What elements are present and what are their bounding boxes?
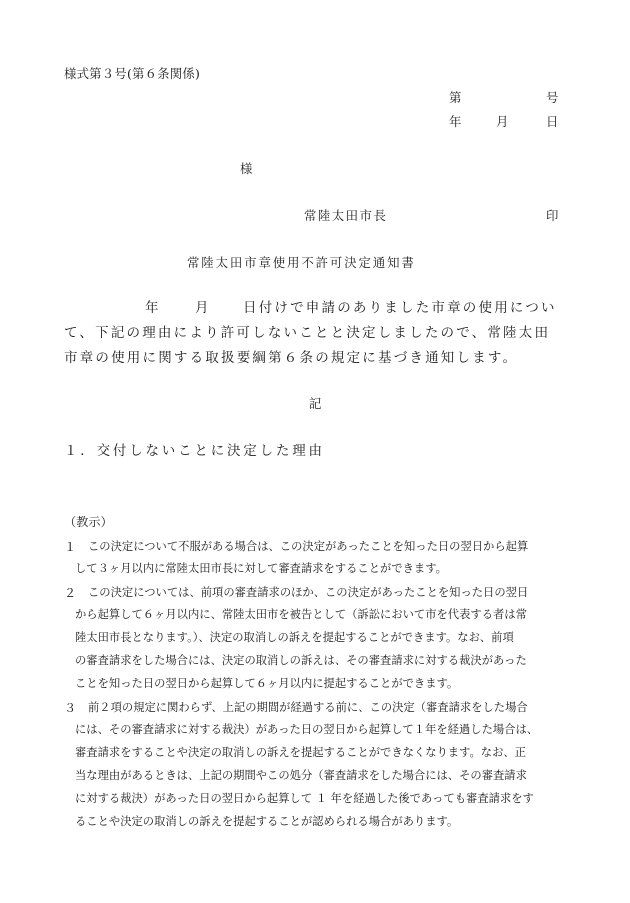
seal-mark: 印	[546, 208, 559, 223]
notice-item-2-line-4: の審査請求をした場合には、決定の取消しの訴えは、その審査請求に対する裁決があった	[75, 654, 527, 667]
notice-item-1-number: １	[64, 540, 77, 554]
notice-item-2-line-1: この決定については、前項の審査請求のほか、この決定があったことを知った日の翌日	[88, 586, 529, 599]
reason-heading: １．交付しないことに決定した理由	[64, 443, 325, 459]
notice-item-2-number: ２	[64, 586, 77, 600]
number-prefix: 第	[449, 90, 462, 105]
body-month: 月	[195, 300, 211, 316]
ki-mark: 記	[309, 396, 322, 411]
document-title: 常陸太田市章使用不許可決定通知書	[187, 255, 416, 270]
date-month: 月	[496, 114, 509, 129]
notice-item-3-number: ３	[64, 701, 77, 715]
body-line-2: て、下記の理由により許可しないことと決定しましたので、常陸太田	[64, 325, 551, 341]
date-day: 日	[546, 114, 559, 129]
notice-item-3-line-5: に対する裁決）があった日の翌日から起算して １ 年を経過した後であっても審査請求をす	[75, 792, 534, 805]
body-line-3: 市章の使用に関する取扱要綱第６条の規定に基づき通知します。	[64, 350, 519, 366]
notice-heading: （教示）	[64, 515, 113, 529]
notice-item-3-line-3: 審査請求をすることや決定の取消しの訴えを提起することができなくなります。なお、正	[75, 746, 526, 759]
body-year: 年	[145, 300, 161, 316]
notice-item-2-line-2: から起算して６ヶ月以内に、常陸太田市を被告として（訴訟において市を代表する者は常	[75, 608, 527, 621]
notice-item-2-line-5: ことを知った日の翌日から起算して６ヶ月以内に提起することができます。	[75, 677, 459, 690]
notice-item-3-line-6: ることや決定の取消しの訴えを提起することが認められる場合があります。	[75, 815, 459, 828]
body-line-1: 日付けで申請のありました市章の使用につい	[243, 300, 557, 316]
sender-title: 常陸太田市長	[304, 208, 388, 223]
notice-item-2-line-3: 陸太田市長となります。）、決定の取消しの訴えを提起することができます。なお、前項	[75, 631, 514, 644]
notice-item-3-line-1: 前２項の規定に関わらず、上記の期間が経過する前に、この決定（審査請求をした場合	[88, 701, 528, 714]
notice-item-3-line-2: には、その審査請求に対する裁決）があった日の翌日から起算して１年を経過した場合は、	[75, 723, 539, 736]
notice-item-3-line-4: 当な理由があるときは、上記の期間やこの処分（審査請求をした場合には、その審査請求	[75, 769, 527, 782]
notice-item-1-line-1: この決定について不服がある場合は、この決定があったことを知った日の翌日から起算	[88, 540, 529, 553]
number-suffix: 号	[546, 90, 559, 105]
addressee-suffix: 様	[240, 161, 253, 176]
notice-item-1-line-2: して３ヶ月以内に常陸太田市長に対して審査請求をすることができます。	[75, 562, 447, 575]
form-label: 様式第３号(第６条関係)	[64, 66, 200, 81]
date-year: 年	[449, 114, 462, 129]
